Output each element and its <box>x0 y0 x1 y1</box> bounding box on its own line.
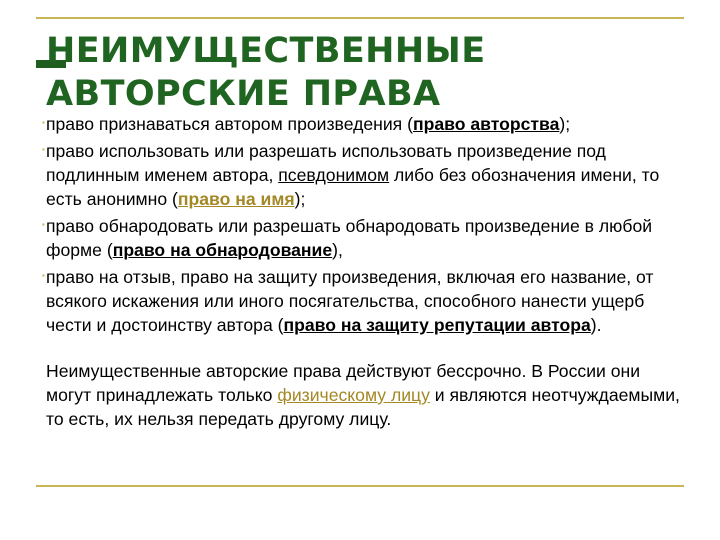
bullet-text: либо без обозначения имени, то есть анонимно ( <box>46 165 660 209</box>
bullet-item-reputation <box>42 265 682 337</box>
link-authorship-right[interactable]: право авторства <box>412 114 560 134</box>
summary-paragraph <box>46 359 682 431</box>
bullet-item-name <box>42 139 682 211</box>
bullet-icon: ▪ <box>42 220 45 229</box>
bullet-item-publication <box>42 214 682 262</box>
link-right-to-name[interactable]: право на имя <box>177 189 295 209</box>
bullet-icon: ▪ <box>42 118 45 127</box>
top-divider <box>36 17 684 19</box>
link-publication-right[interactable]: право на обнародование <box>112 240 333 260</box>
bullet-text: ); <box>559 114 571 134</box>
slide-body <box>42 112 682 431</box>
bullet-icon: ▪ <box>42 145 45 154</box>
paragraph-text: Неимущественные авторские права действуют бессрочно. В России они могут принадлежать только <box>46 361 641 405</box>
bullet-text: право признаваться автором произведения ( <box>46 114 413 134</box>
link-reputation-right[interactable]: право на защиту репутации автора <box>283 315 591 335</box>
bullet-text: ), <box>332 240 343 260</box>
bullet-icon: ▪ <box>42 271 45 280</box>
bullet-text: право обнародовать или разрешать обнародовать произведение в любой форме ( <box>46 216 653 260</box>
bullet-text: право использовать или разрешать использовать произведение под подлинным именем автора, <box>46 141 606 185</box>
paragraph-text: и являются неотчуждаемыми, то есть, их нельзя передать другому лицу. <box>46 385 680 429</box>
link-pseudonym[interactable]: псевдонимом <box>278 165 390 185</box>
bullet-text: ). <box>590 315 602 335</box>
title-line-1: НЕИМУЩЕСТВЕННЫЕ <box>46 31 486 71</box>
bullet-item-authorship <box>42 112 682 136</box>
title-line-2: АВТОРСКИЕ ПРАВА <box>46 74 441 114</box>
bullet-text: право на отзыв, право на защиту произведения, включая его название, от всякого искажения или иного посягательства, способного нанести ущерб чести и достоинству автора ( <box>46 267 654 335</box>
slide-title <box>46 30 686 116</box>
bullet-text: ); <box>294 189 306 209</box>
link-natural-person[interactable]: физическому лицу <box>277 385 430 405</box>
bottom-divider <box>36 485 684 487</box>
